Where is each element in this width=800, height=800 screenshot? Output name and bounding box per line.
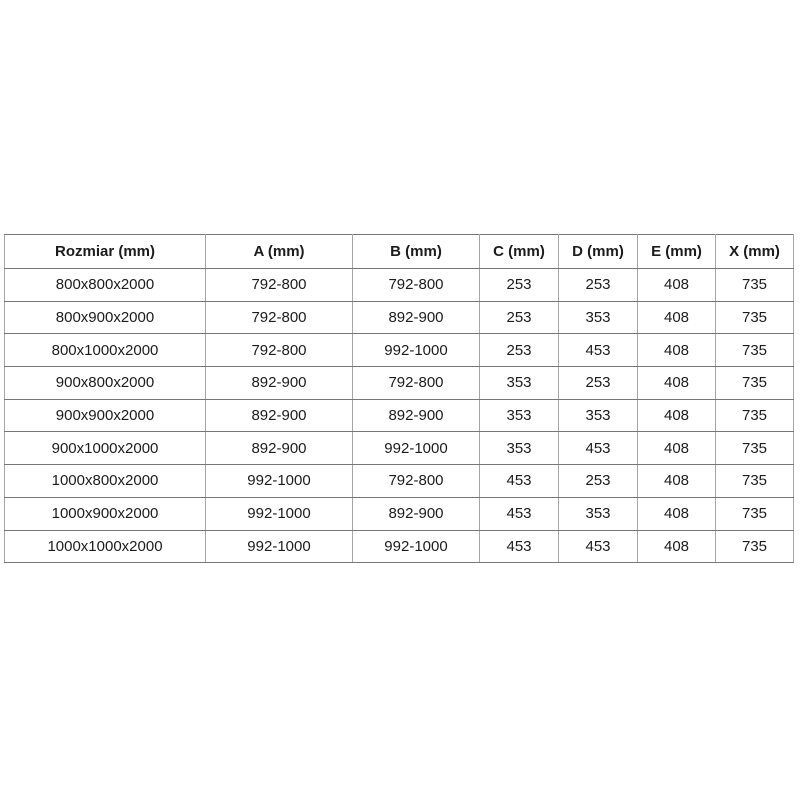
table-cell: 892-900 — [206, 432, 353, 465]
table-cell: 453 — [559, 432, 638, 465]
table-cell: 735 — [716, 465, 794, 498]
table-cell: 253 — [480, 301, 559, 334]
table-cell: 992-1000 — [353, 530, 480, 563]
column-header: B (mm) — [353, 235, 480, 269]
table-cell: 992-1000 — [206, 530, 353, 563]
table-cell: 735 — [716, 497, 794, 530]
table-cell: 792-800 — [206, 334, 353, 367]
table-cell: 408 — [638, 399, 716, 432]
table-cell: 353 — [480, 432, 559, 465]
table-cell: 892-900 — [206, 367, 353, 400]
table-cell: 900x1000x2000 — [5, 432, 206, 465]
table-cell: 353 — [480, 399, 559, 432]
table-cell: 408 — [638, 334, 716, 367]
table-cell: 1000x800x2000 — [5, 465, 206, 498]
table-cell: 892-900 — [353, 399, 480, 432]
table-cell: 353 — [480, 367, 559, 400]
table-cell: 353 — [559, 301, 638, 334]
size-table — [4, 234, 794, 563]
table-cell: 453 — [480, 497, 559, 530]
table-cell: 792-800 — [353, 367, 480, 400]
table-cell: 800x1000x2000 — [5, 334, 206, 367]
table-cell: 992-1000 — [353, 334, 480, 367]
table-cell: 453 — [480, 530, 559, 563]
column-header: X (mm) — [716, 235, 794, 269]
column-header: D (mm) — [559, 235, 638, 269]
table-cell: 992-1000 — [353, 432, 480, 465]
table-row — [5, 301, 794, 334]
table-cell: 408 — [638, 269, 716, 302]
table-row — [5, 497, 794, 530]
table-cell: 892-900 — [353, 301, 480, 334]
table-cell: 792-800 — [353, 269, 480, 302]
table-row — [5, 530, 794, 563]
table-cell: 408 — [638, 465, 716, 498]
table-cell: 408 — [638, 367, 716, 400]
table-row — [5, 399, 794, 432]
table-cell: 353 — [559, 399, 638, 432]
table-cell: 408 — [638, 530, 716, 563]
table-cell: 992-1000 — [206, 497, 353, 530]
table-cell: 792-800 — [353, 465, 480, 498]
column-header: E (mm) — [638, 235, 716, 269]
table-cell: 453 — [480, 465, 559, 498]
table-cell: 408 — [638, 301, 716, 334]
column-header: Rozmiar (mm) — [5, 235, 206, 269]
table-cell: 800x900x2000 — [5, 301, 206, 334]
table-cell: 892-900 — [353, 497, 480, 530]
table-cell: 253 — [480, 334, 559, 367]
size-table-header — [5, 235, 794, 269]
table-cell: 735 — [716, 399, 794, 432]
table-cell: 1000x900x2000 — [5, 497, 206, 530]
table-cell: 900x900x2000 — [5, 399, 206, 432]
table-body — [5, 269, 794, 563]
table-cell: 353 — [559, 497, 638, 530]
table-cell: 735 — [716, 367, 794, 400]
table-cell: 892-900 — [206, 399, 353, 432]
table-row — [5, 465, 794, 498]
table-cell: 408 — [638, 497, 716, 530]
column-header: C (mm) — [480, 235, 559, 269]
table-cell: 253 — [559, 269, 638, 302]
table-cell: 800x800x2000 — [5, 269, 206, 302]
column-header: A (mm) — [206, 235, 353, 269]
table-cell: 735 — [716, 269, 794, 302]
table-cell: 1000x1000x2000 — [5, 530, 206, 563]
table-cell: 992-1000 — [206, 465, 353, 498]
table-cell: 792-800 — [206, 269, 353, 302]
header-row — [5, 235, 794, 269]
table-cell: 900x800x2000 — [5, 367, 206, 400]
table-cell: 735 — [716, 301, 794, 334]
table-row — [5, 367, 794, 400]
table-cell: 735 — [716, 432, 794, 465]
table-cell: 253 — [559, 465, 638, 498]
table-cell: 792-800 — [206, 301, 353, 334]
table-cell: 253 — [480, 269, 559, 302]
table-cell: 253 — [559, 367, 638, 400]
table-cell: 453 — [559, 530, 638, 563]
table-row — [5, 334, 794, 367]
table-cell: 408 — [638, 432, 716, 465]
table-cell: 735 — [716, 334, 794, 367]
table-row — [5, 269, 794, 302]
table-cell: 735 — [716, 530, 794, 563]
table-row — [5, 432, 794, 465]
table-cell: 453 — [559, 334, 638, 367]
